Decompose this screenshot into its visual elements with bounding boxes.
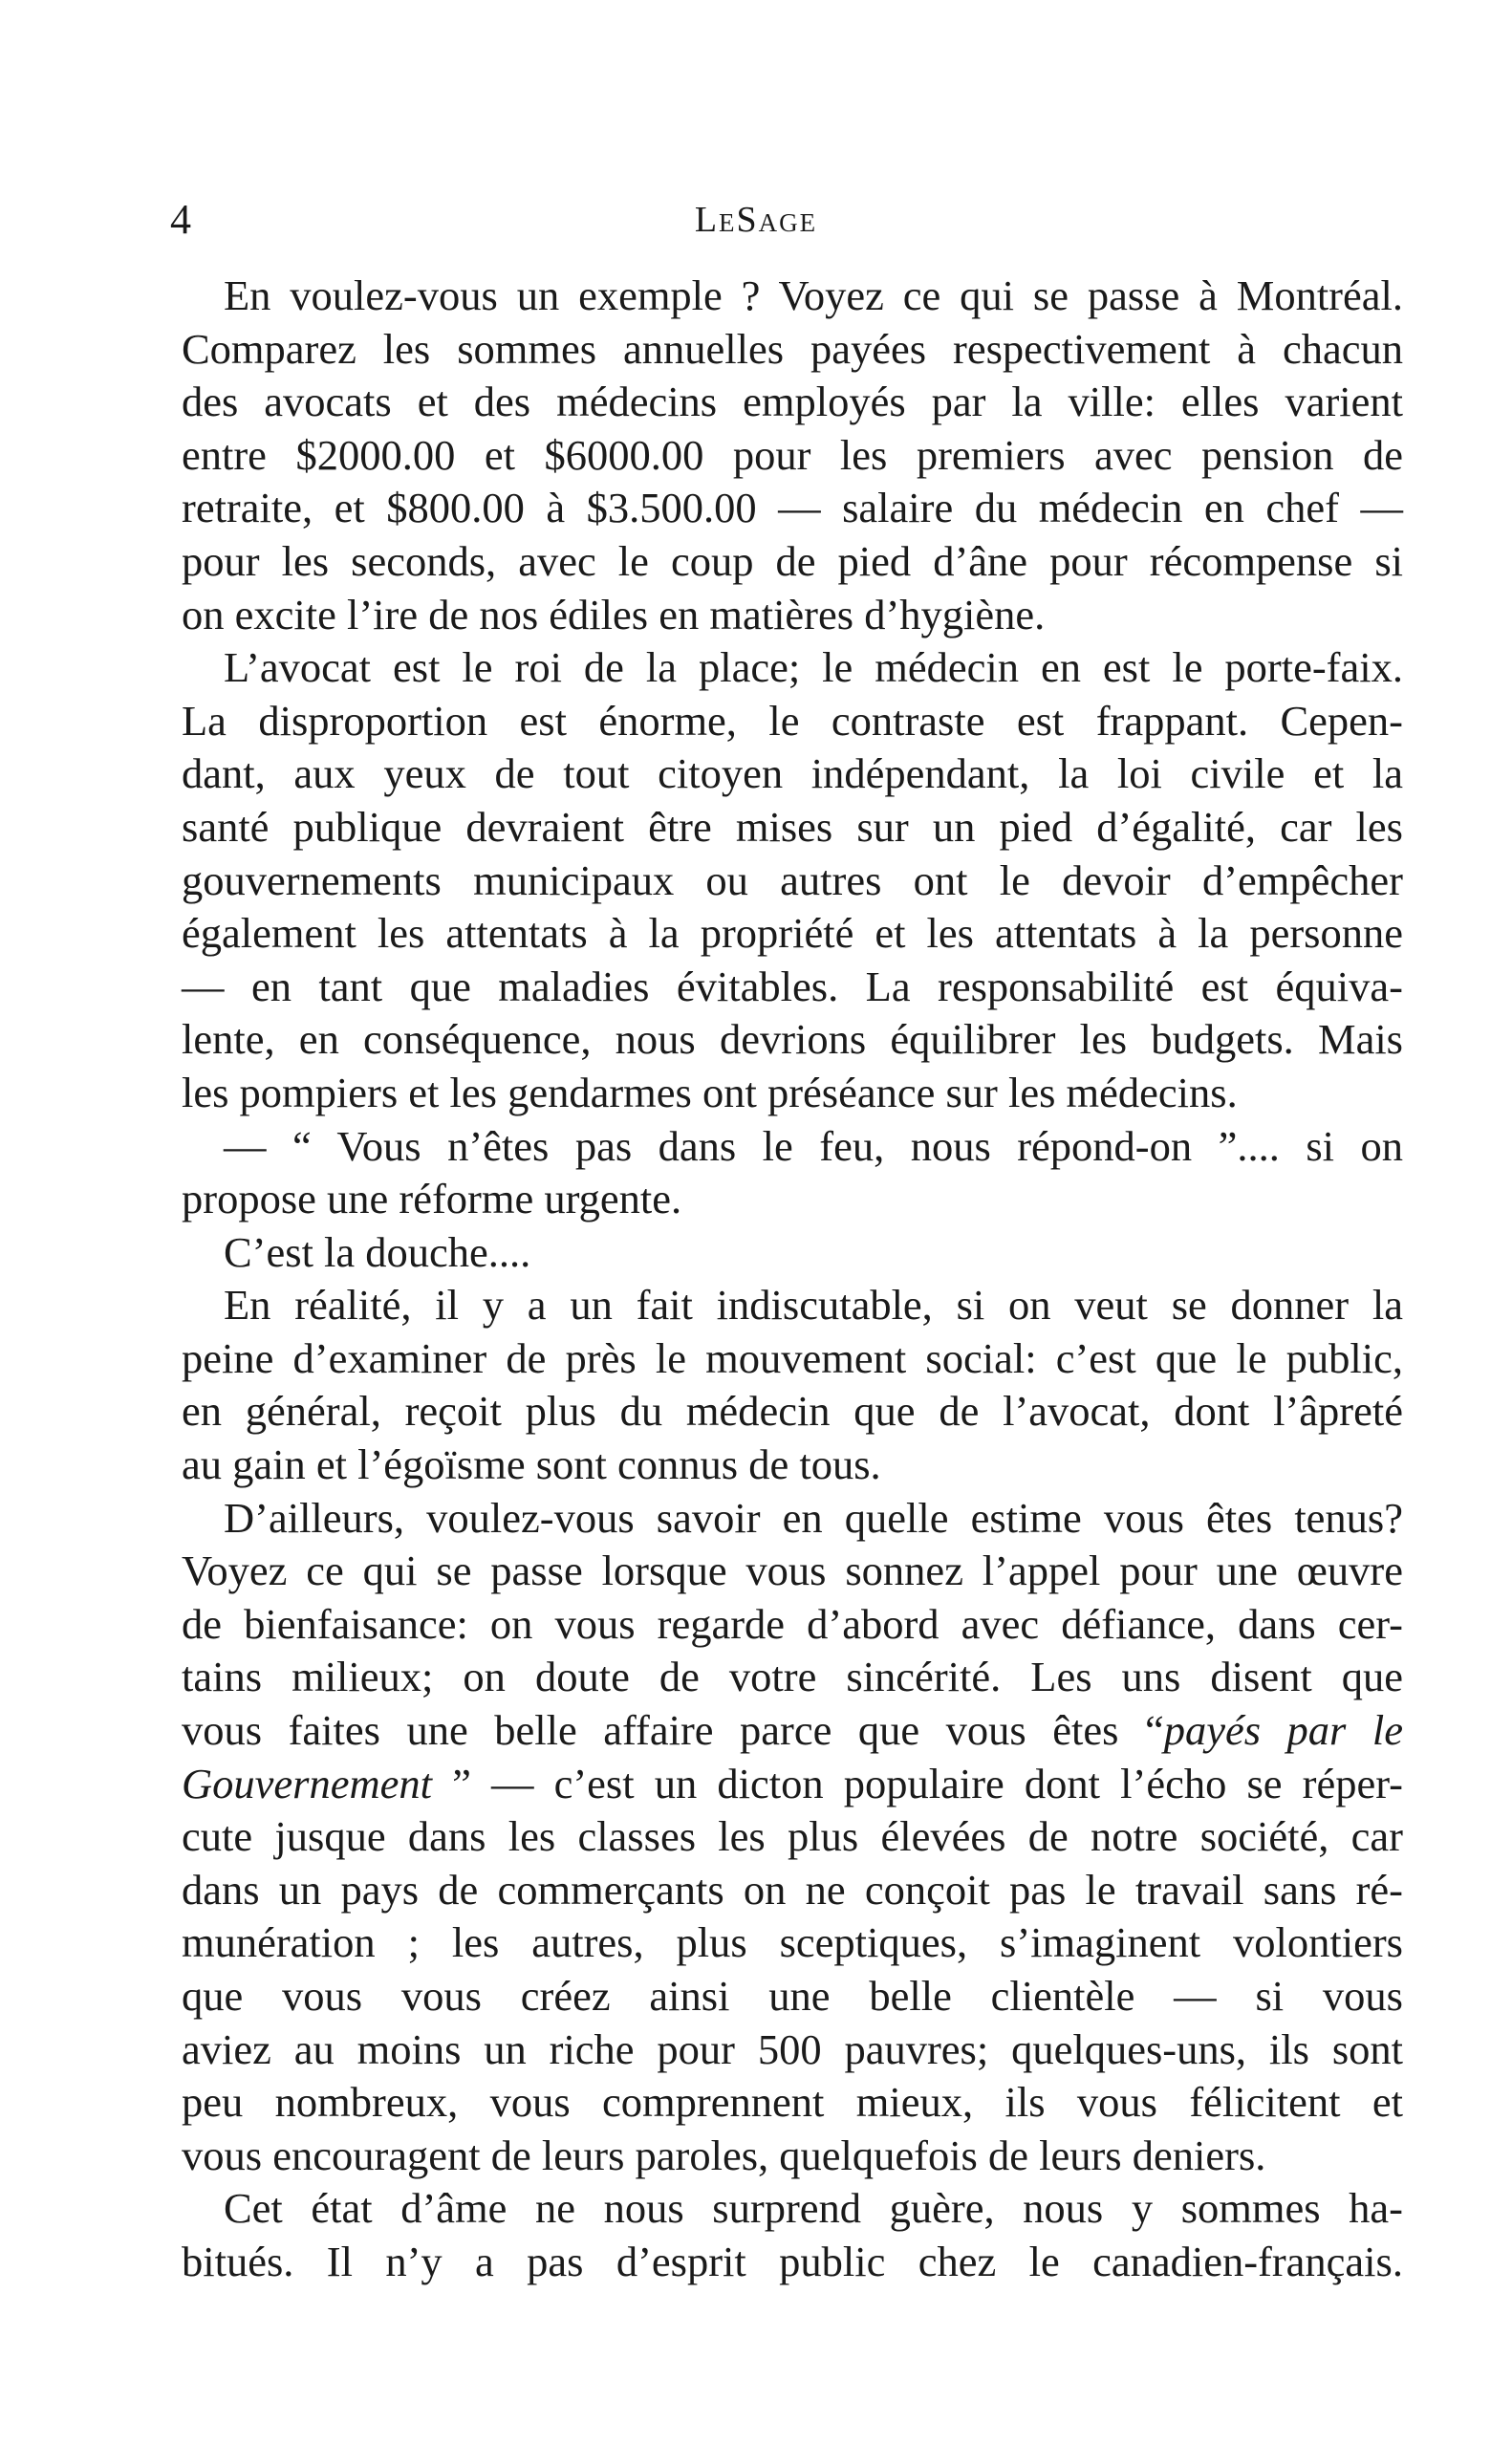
text-line: que vous vous créez ainsi une belle clientèle — si vous: [182, 1972, 1403, 2020]
text-line: en général, reçoit plus du médecin que de l’avocat, dont l’âpreté: [182, 1387, 1403, 1436]
text-line: [182, 1704, 1403, 1758]
text-line: C’est la douche....: [224, 1227, 531, 1276]
text-line: En réalité, il y a un fait indiscutable, si on veut se donner la: [224, 1281, 1403, 1330]
text-line: santé publique devraient être mises sur un pied d’égalité, car les: [182, 802, 1403, 851]
text-line: dans un pays de commerçants on ne conçoit pas le travail sans ré-: [182, 1865, 1403, 1914]
text-line: Cet état d’âme ne nous surprend guère, nous y sommes ha-: [224, 2184, 1403, 2233]
text-line: — en tant que maladies évitables. La responsabilité est équiva-: [182, 962, 1403, 1010]
running-head: LeSage: [694, 200, 818, 240]
text-line: bitués. Il n’y a pas d’esprit public chez le canadien-français.: [182, 2237, 1403, 2285]
text-line: L’avocat est le roi de la place; le médecin en est le porte-faix.: [224, 643, 1403, 692]
text-line: on excite l’ire de nos édiles en matières d’hygiène.: [182, 590, 1046, 638]
text-line: retraite, et $800.00 à $3.500.00 — salaire du médecin en chef —: [182, 484, 1403, 532]
text-line: vous encouragent de leurs paroles, quelquefois de leurs deniers.: [182, 2131, 1266, 2179]
text-line: au gain et l’égoïsme sont connus de tous.: [182, 1440, 881, 1489]
text-line: propose une réforme urgente.: [182, 1175, 682, 1223]
text-line: des avocats et des médecins employés par la ville: elles varient: [182, 378, 1403, 426]
text-segment: vous faites une belle affaire parce que vous êtes “: [182, 1706, 1164, 1755]
text-line: peu nombreux, vous comprennent mieux, ils vous félicitent et: [182, 2078, 1403, 2127]
text-line: Voyez ce qui se passe lorsque vous sonnez l’appel pour une œuvre: [182, 1547, 1403, 1595]
text-line: — “ Vous n’êtes pas dans le feu, nous répond-on ”.... si on: [224, 1121, 1403, 1170]
italic-text: Gouvernement: [182, 1759, 432, 1807]
text-line: En voulez-vous un exemple ? Voyez ce qui se passe à Montréal.: [224, 271, 1403, 319]
text-line: La disproportion est énorme, le contraste est frappant. Cepen-: [182, 696, 1403, 745]
text-line: pour les seconds, avec le coup de pied d’âne pour récompense si: [182, 536, 1403, 585]
text-line: peine d’examiner de près le mouvement social: c’est que le public,: [182, 1333, 1403, 1382]
text-line: Comparez les sommes annuelles payées respectivement à chacun: [182, 324, 1403, 373]
text-line: aviez au moins un riche pour 500 pauvres; quelques-uns, ils sont: [182, 2024, 1403, 2073]
body-text: [182, 270, 1403, 2289]
text-line: [182, 1758, 1403, 1811]
italic-text: payés par le: [1163, 1706, 1403, 1755]
page-number: 4: [170, 196, 191, 243]
text-line: munération ; les autres, plus sceptiques, s’imaginent volontiers: [182, 1918, 1403, 1967]
text-line: entre $2000.00 et $6000.00 pour les premiers avec pension de: [182, 430, 1403, 479]
text-line: dant, aux yeux de tout citoyen indépendant, la loi civile et la: [182, 749, 1403, 798]
text-line: cute jusque dans les classes les plus élevées de notre société, car: [182, 1812, 1403, 1861]
text-line: D’ailleurs, voulez-vous savoir en quelle estime vous êtes tenus?: [224, 1493, 1403, 1542]
text-line: lente, en conséquence, nous devrions équilibrer les budgets. Mais: [182, 1015, 1403, 1064]
text-line: de bienfaisance: on vous regarde d’abord avec défiance, dans cer-: [182, 1599, 1403, 1648]
text-line: tains milieux; on doute de votre sincérité. Les uns disent que: [182, 1653, 1403, 1701]
text-line: gouvernements municipaux ou autres ont le devoir d’empêcher: [182, 855, 1403, 904]
text-line: les pompiers et les gendarmes ont préséance sur les médecins.: [182, 1068, 1238, 1116]
text-line: également les attentats à la propriété et les attentats à la personne: [182, 909, 1403, 958]
text-segment: ” — c’est un dicton populaire dont l’écho se réper-: [431, 1759, 1403, 1807]
